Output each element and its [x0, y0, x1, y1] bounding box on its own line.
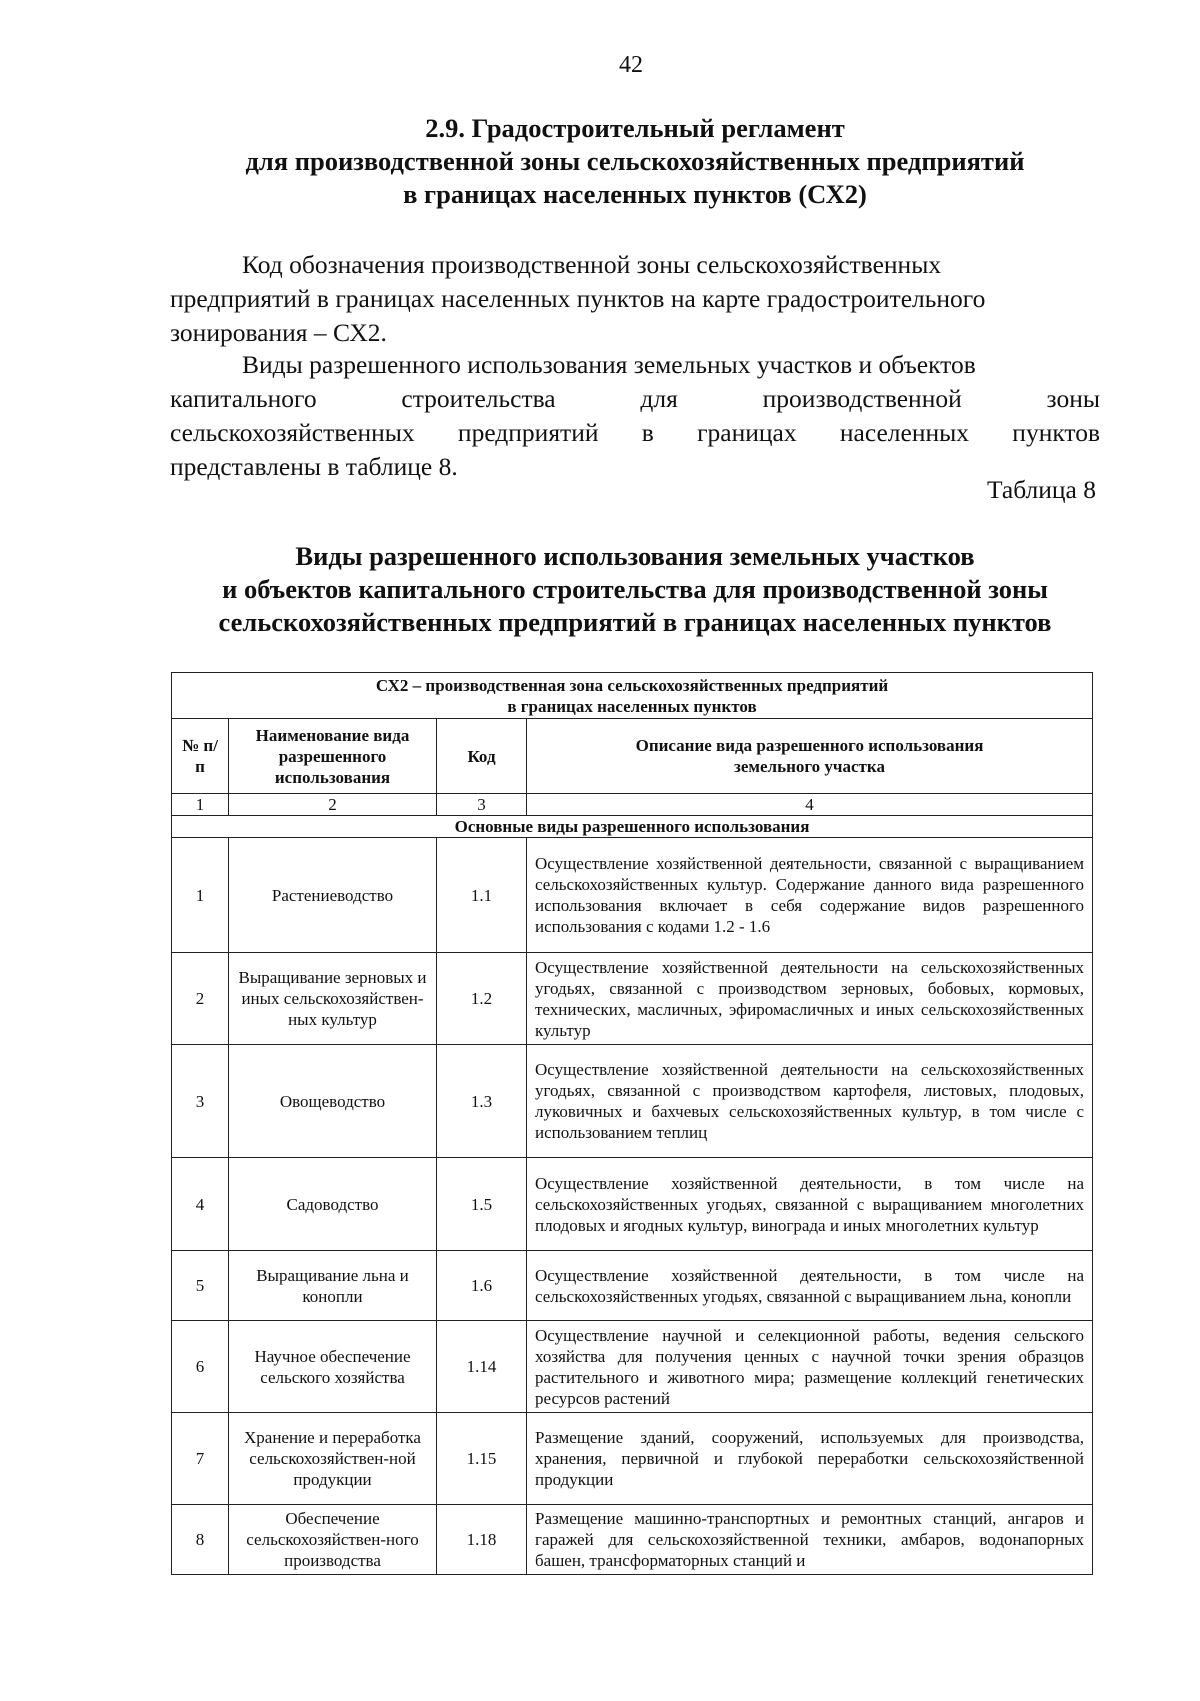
table-title-line: сельскохозяйственных предприятий в границах населенных пунктов [218, 607, 1052, 637]
row-name: Выращивание льна и конопли [229, 1251, 437, 1321]
column-number: 2 [229, 794, 437, 816]
row-code: 1.6 [437, 1251, 527, 1321]
paragraph-line: сельскохозяйственных предприятий в границах населенных пунктов [170, 418, 1100, 447]
row-num: 3 [172, 1045, 229, 1158]
table-row [172, 1045, 1093, 1158]
column-number: 4 [527, 794, 1093, 816]
row-name: Хранение и переработка сельскохозяйствен-ной продукции [229, 1413, 437, 1505]
section-heading-line: в границах населенных пунктов (СХ2) [403, 179, 867, 209]
row-name: Садоводство [229, 1158, 437, 1251]
column-number-row [172, 794, 1093, 816]
row-code: 1.3 [437, 1045, 527, 1158]
row-num: 2 [172, 953, 229, 1045]
table-row [172, 1321, 1093, 1413]
row-desc: Размещение машинно-транспортных и ремонтных станций, ангаров и гаражей для сельскохозяйственной техники, амбаров, водонапорных башен, трансформаторных станций и [527, 1505, 1093, 1575]
header-name: Наименование вида разрешенного использования [229, 719, 437, 794]
permitted-uses-table [171, 672, 1093, 1575]
row-code: 1.14 [437, 1321, 527, 1413]
table-title-line: и объектов капитального строительства для производственной зоны [222, 574, 1048, 604]
paragraph-line: представлены в таблице 8. [170, 452, 458, 481]
column-number: 1 [172, 794, 229, 816]
row-name: Овощеводство [229, 1045, 437, 1158]
table-row [172, 838, 1093, 953]
section-heading [170, 112, 1100, 211]
row-num: 4 [172, 1158, 229, 1251]
zone-title-cell [172, 673, 1093, 719]
table-caption: Таблица 8 [986, 475, 1096, 504]
table-row [172, 1413, 1093, 1505]
row-desc: Осуществление хозяйственной деятельности на сельскохозяйственных угодьях, связанной с производством зерновых, бобовых, кормовых, технических, масличных, эфиромасличных и иных сельскохозяйственных культур [527, 953, 1093, 1045]
row-name: Научное обеспечение сельского хозяйства [229, 1321, 437, 1413]
row-num: 1 [172, 838, 229, 953]
page-number: 42 [619, 52, 643, 78]
section-title: Основные виды разрешенного использования [172, 816, 1093, 838]
paragraph-line: капитального строительства для производственной зоны [170, 384, 1100, 413]
section-heading-line: для производственной зоны сельскохозяйственных предприятий [245, 146, 1025, 176]
row-desc: Осуществление научной и селекционной работы, ведения сельского хозяйства для получения ценных с научной точки зрения образцов растительного и животного мира; размещение коллекций генетических ресурсов растений [527, 1321, 1093, 1413]
paragraph-line: зонирования – СХ2. [170, 318, 387, 347]
zone-title-row [172, 673, 1093, 719]
row-num: 6 [172, 1321, 229, 1413]
table-row [172, 1251, 1093, 1321]
column-number: 3 [437, 794, 527, 816]
header-code: Код [437, 719, 527, 794]
row-num: 7 [172, 1413, 229, 1505]
paragraph-line: предприятий в границах населенных пунктов на карте градостроительного [170, 284, 986, 313]
zone-code-paragraph [170, 248, 1100, 350]
row-desc: Осуществление хозяйственной деятельности на сельскохозяйственных угодьях, связанной с производством картофеля, листовых, плодовых, луковичных и бахчевых сельскохозяйственных культур, в том числе с использованием теплиц [527, 1045, 1093, 1158]
header-desc: Описание вида разрешенного использования земельного участка [527, 719, 1093, 794]
section-row [172, 816, 1093, 838]
row-name: Растениеводство [229, 838, 437, 953]
paragraph-line: Код обозначения производственной зоны сельскохозяйственных [242, 250, 942, 279]
zone-title-line: СХ2 – производственная зона сельскохозяйственных предприятий [375, 675, 889, 695]
row-name: Обеспечение сельскохозяйствен-ного производства [229, 1505, 437, 1575]
section-heading-line: 2.9. Градостроительный регламент [425, 113, 845, 143]
row-code: 1.18 [437, 1505, 527, 1575]
header-row [172, 719, 1093, 794]
zone-title-line: в границах населенных пунктов [507, 696, 757, 716]
row-code: 1.1 [437, 838, 527, 953]
table-title-line: Виды разрешенного использования земельных участков [295, 541, 975, 571]
row-desc: Осуществление хозяйственной деятельности, в том числе на сельскохозяйственных угодьях, связанной с выращиванием многолетних плодовых и ягодных культур, винограда и иных многолетних культур [527, 1158, 1093, 1251]
row-num: 5 [172, 1251, 229, 1321]
table-row [172, 1158, 1093, 1251]
row-code: 1.15 [437, 1413, 527, 1505]
table-title [150, 540, 1120, 639]
table-row [172, 1505, 1093, 1575]
row-name: Выращивание зерновых и иных сельскохозяйствен-ных культур [229, 953, 437, 1045]
row-code: 1.5 [437, 1158, 527, 1251]
table-row [172, 953, 1093, 1045]
permitted-uses-paragraph [170, 348, 1100, 484]
row-desc: Осуществление хозяйственной деятельности, связанной с выращиванием сельскохозяйственных культур. Содержание данного вида разрешенного использования включает в себя содержание видов разрешенного использования с кодами 1.2 - 1.6 [527, 838, 1093, 953]
row-num: 8 [172, 1505, 229, 1575]
header-num: № п/п [172, 719, 229, 794]
paragraph-line: Виды разрешенного использования земельных участков и объектов [242, 350, 976, 379]
row-code: 1.2 [437, 953, 527, 1045]
row-desc: Осуществление хозяйственной деятельности, в том числе на сельскохозяйственных угодьях, связанной с выращиванием льна, конопли [527, 1251, 1093, 1321]
row-desc: Размещение зданий, сооружений, используемых для производства, хранения, первичной и глубокой переработки сельскохозяйственной продукции [527, 1413, 1093, 1505]
